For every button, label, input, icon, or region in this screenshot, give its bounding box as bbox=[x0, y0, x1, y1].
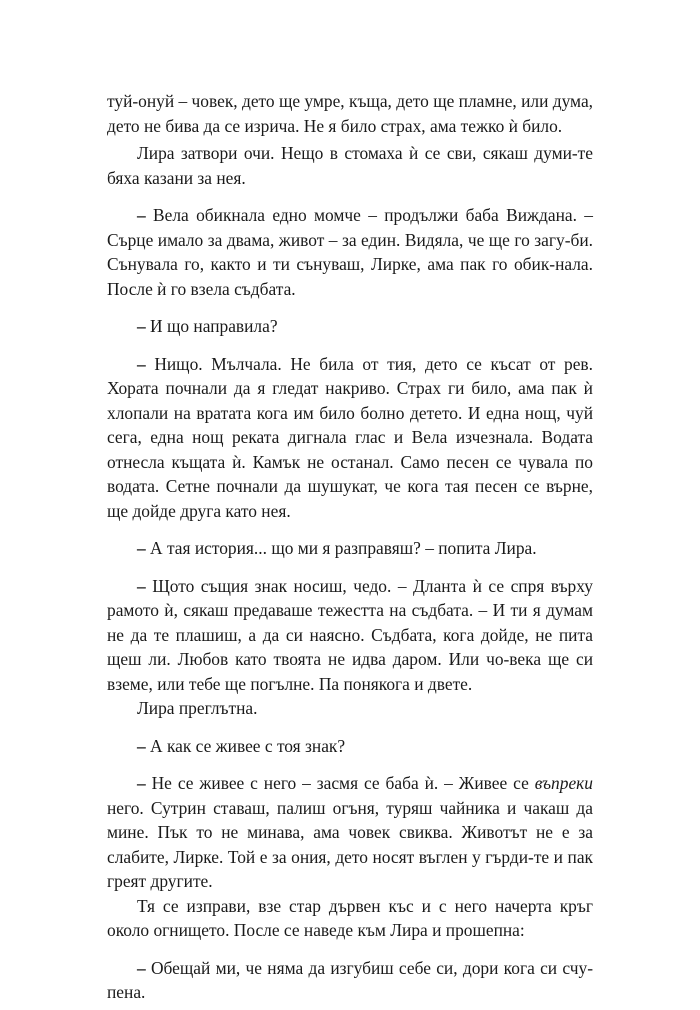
dialog-text: А тая история... що ми я разправяш? – попита Лира. bbox=[145, 538, 537, 558]
dialog-dash: – bbox=[137, 575, 146, 596]
dialog-dash: – bbox=[137, 353, 146, 374]
paragraph-dialog bbox=[107, 352, 593, 524]
dialog-dash: – bbox=[137, 538, 146, 558]
dialog-text: И що направила? bbox=[145, 316, 278, 336]
page-text bbox=[107, 89, 593, 1005]
dialog-text-after: него. Сутрин ставаш, палиш огъня, туряш чайника и чакаш да мине. Пък то не минава, ама човек свиква. Животът не е за слабите, Лирке. Той е за ония, дето носят въглен у гърди-те и пак греят другите. bbox=[107, 797, 593, 891]
dialog-dash: – bbox=[137, 773, 146, 793]
dialog-text: А как се живее с тоя знак? bbox=[145, 735, 346, 756]
paragraph-dialog bbox=[107, 574, 593, 697]
paragraph-dialog bbox=[107, 536, 593, 561]
dialog-italic-word: въпреки bbox=[534, 773, 593, 793]
paragraph-narration: Лира затвори очи. Нещо в стомаха ѝ се сви, сякаш думи-те бяха казани за нея. bbox=[107, 143, 593, 188]
paragraph-dialog bbox=[107, 203, 593, 301]
dialog-text: Щото същия знак носиш, чедо. – Дланта ѝ се спря върху рамото ѝ, сякаш предаваше тежестта на съдбата. – И ти я думам не да те плашиш, а да си наясно. Съдбата, кога дойде, не пита щеш ли. Любов като твоята не идва даром. Или чо-века ще си вземе, или тебе ще погълне. Па понякога и двете. bbox=[107, 575, 593, 694]
paragraph-continuation: туй-онуй – човек, дето ще умре, къща, дето ще пламне, или дума, дето не бива да се изрича. Не я било страх, ама тежко ѝ било. bbox=[107, 91, 594, 136]
dialog-dash: – bbox=[137, 205, 146, 225]
dialog-dash: – bbox=[137, 735, 146, 756]
paragraph-dialog bbox=[107, 734, 593, 759]
dialog-text: Обещай ми, че няма да изгубиш себе си, дори кога си счу-пена. bbox=[107, 957, 593, 1002]
dialog-text: Нищо. Мълчала. Не била от тия, дето се късат от рев. Хората почнали да я гледат накриво. Страх ги било, ама пак ѝ хлопали на вратата кога им било болно детето. И една нощ, чуй сега, една нощ реката дигнала глас и Вела изчезнала. Водата отнесла къщата ѝ. Камък не останал. Само песен се чувала по водата. Сетне почнали да шушукат, че кога тая песен се върне, ще дойде друга като нея. bbox=[107, 353, 593, 521]
paragraph-dialog bbox=[107, 771, 593, 894]
dialog-text-before: Не се живее с него – засмя се баба ѝ. – Живее се bbox=[145, 773, 535, 793]
dialog-dash: – bbox=[137, 316, 146, 336]
paragraph-narration: Тя се изправи, взе стар дървен къс и с него начерта кръг около огнището. После се наведе към Лира и прошепна: bbox=[107, 895, 593, 940]
paragraph-dialog bbox=[107, 314, 593, 339]
dialog-text: Вела обикнала едно момче – продължи баба Виждана. – Сърце имало за двама, живот – за един. Видяла, че ще го загу-би. Сънувала го, както и ти сънуваш, Лирке, ама пак го обик-нала. После ѝ го взела съдбата. bbox=[107, 205, 593, 299]
dialog-dash: – bbox=[137, 957, 146, 978]
paragraph-narration: Лира преглътна. bbox=[137, 698, 258, 718]
paragraph-dialog bbox=[107, 956, 593, 1005]
